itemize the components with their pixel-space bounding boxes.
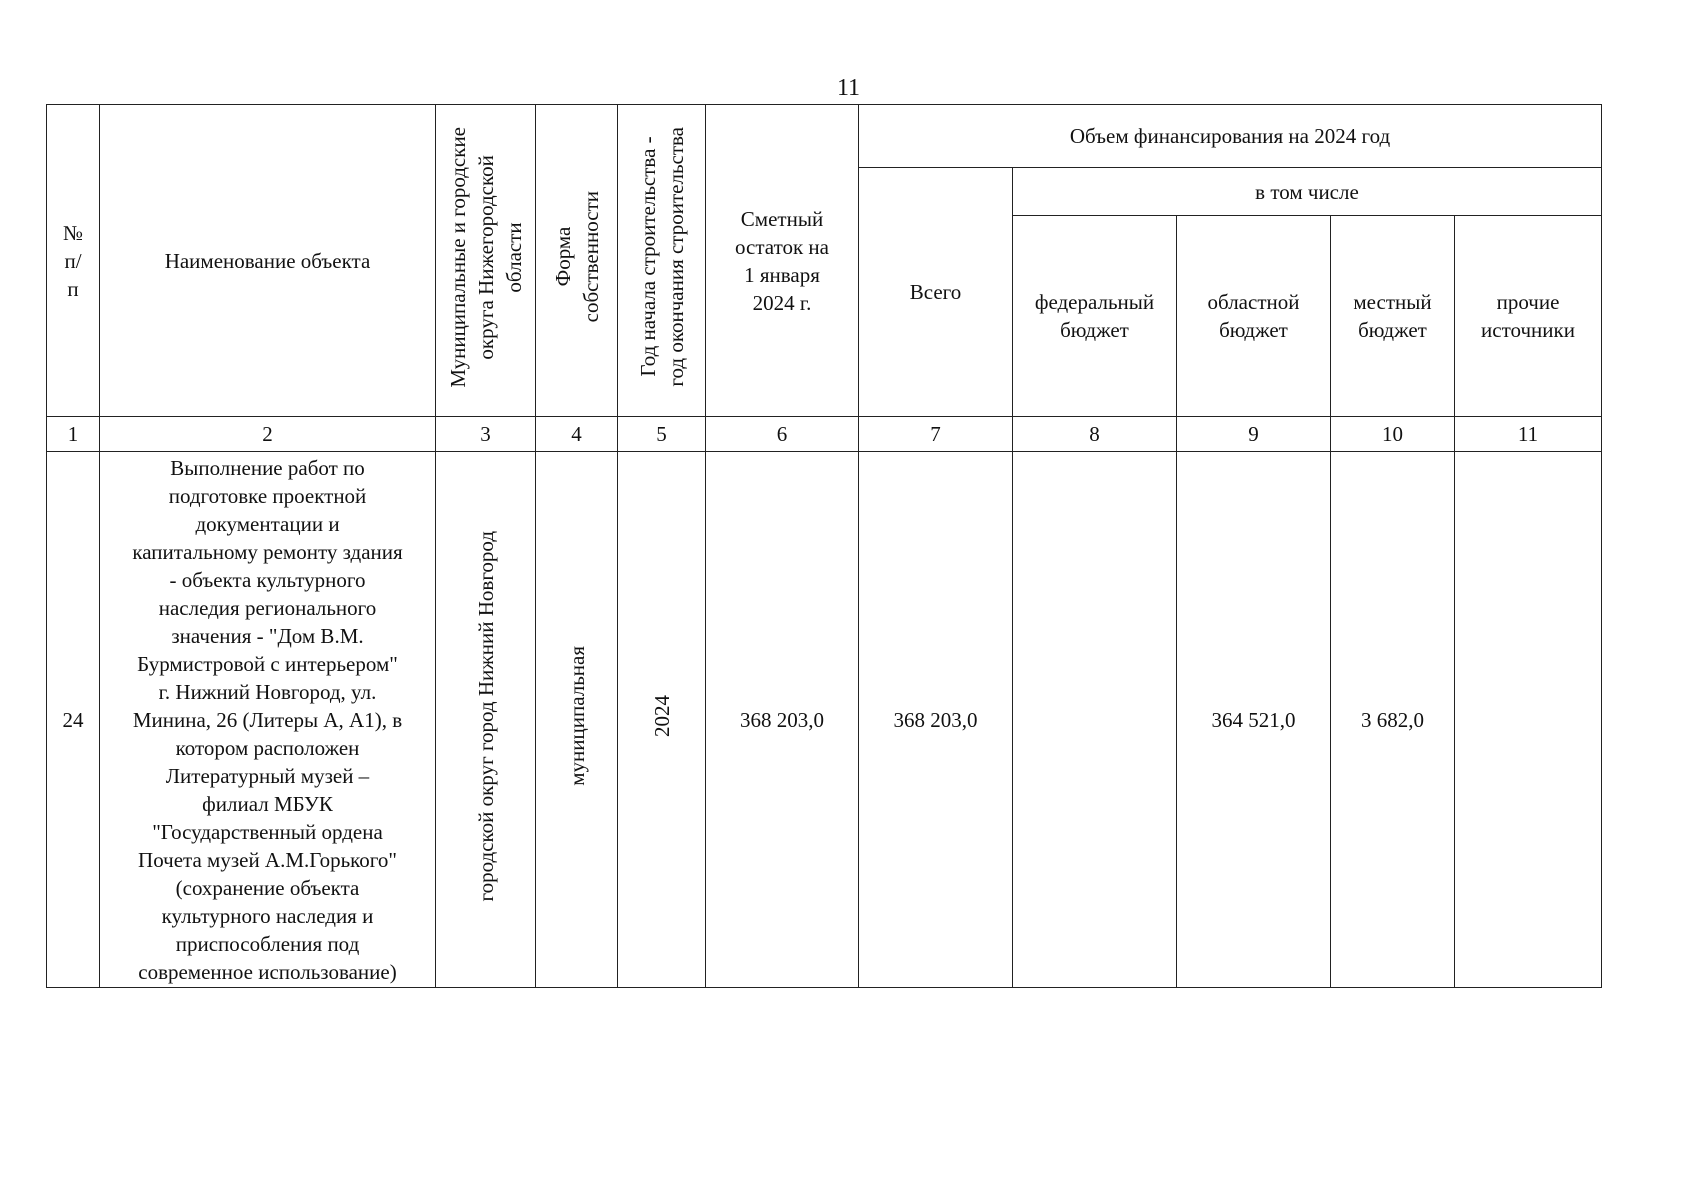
total-value: 368 203,0 <box>859 452 1013 988</box>
header-including: в том числе <box>1013 168 1602 216</box>
header-federal: федеральный бюджет <box>1013 216 1177 417</box>
ownership-text: муниципальная <box>564 646 589 786</box>
local-value: 3 682,0 <box>1331 452 1455 988</box>
page-number: 11 <box>836 75 861 101</box>
header-ownership-text: Форма собственности <box>550 191 603 323</box>
column-number: 6 <box>706 417 859 452</box>
column-number-row <box>47 417 1602 452</box>
column-number: 9 <box>1177 417 1331 452</box>
column-number: 4 <box>536 417 618 452</box>
municipality-text: городской округ город Нижний Новгород <box>473 530 498 902</box>
column-number: 2 <box>100 417 436 452</box>
other-value <box>1455 452 1602 988</box>
header-municipality <box>436 105 536 417</box>
column-number: 7 <box>859 417 1013 452</box>
header-municipality-text: Муниципальные и городские округа Нижегородской области <box>445 126 526 388</box>
regional-value: 364 521,0 <box>1177 452 1331 988</box>
years-cell <box>618 452 706 988</box>
federal-value <box>1013 452 1177 988</box>
object-name: Выполнение работ по подготовке проектной документации и капитальному ремонту здания - объекта культурного наследия регионального значения - "Дом В.М. Бурмистровой с интерьером" г. Нижний Новгород, ул. Минина, 26 (Литеры А, А1), в котором расположен Литературный музей – филиал МБУК "Государственный ордена Почета музей А.М.Горького" (сохранение объекта культурного наследия и приспособления под современное использование) <box>100 452 436 988</box>
header-other: прочие источники <box>1455 216 1602 417</box>
header-regional: областной бюджет <box>1177 216 1331 417</box>
header-local: местный бюджет <box>1331 216 1455 417</box>
header-years <box>618 105 706 417</box>
column-number: 11 <box>1455 417 1602 452</box>
ownership-cell <box>536 452 618 988</box>
column-number: 8 <box>1013 417 1177 452</box>
header-total: Всего <box>859 168 1013 417</box>
header-object-name: Наименование объекта <box>100 105 436 417</box>
column-number: 3 <box>436 417 536 452</box>
column-number: 1 <box>47 417 100 452</box>
column-number: 5 <box>618 417 706 452</box>
estimate-balance-value: 368 203,0 <box>706 452 859 988</box>
header-estimate-balance: Сметный остаток на 1 января 2024 г. <box>706 105 859 417</box>
funding-table <box>46 104 1602 988</box>
header-years-text: Год начала строительства - год окончания строительства <box>635 127 688 387</box>
header-number: № п/ п <box>47 105 100 417</box>
table-row <box>47 452 1602 988</box>
row-number: 24 <box>47 452 100 988</box>
municipality-cell <box>436 452 536 988</box>
header-row-1 <box>47 105 1602 168</box>
years-text: 2024 <box>649 695 674 737</box>
header-ownership <box>536 105 618 417</box>
column-number: 10 <box>1331 417 1455 452</box>
header-funding-group: Объем финансирования на 2024 год <box>859 105 1602 168</box>
